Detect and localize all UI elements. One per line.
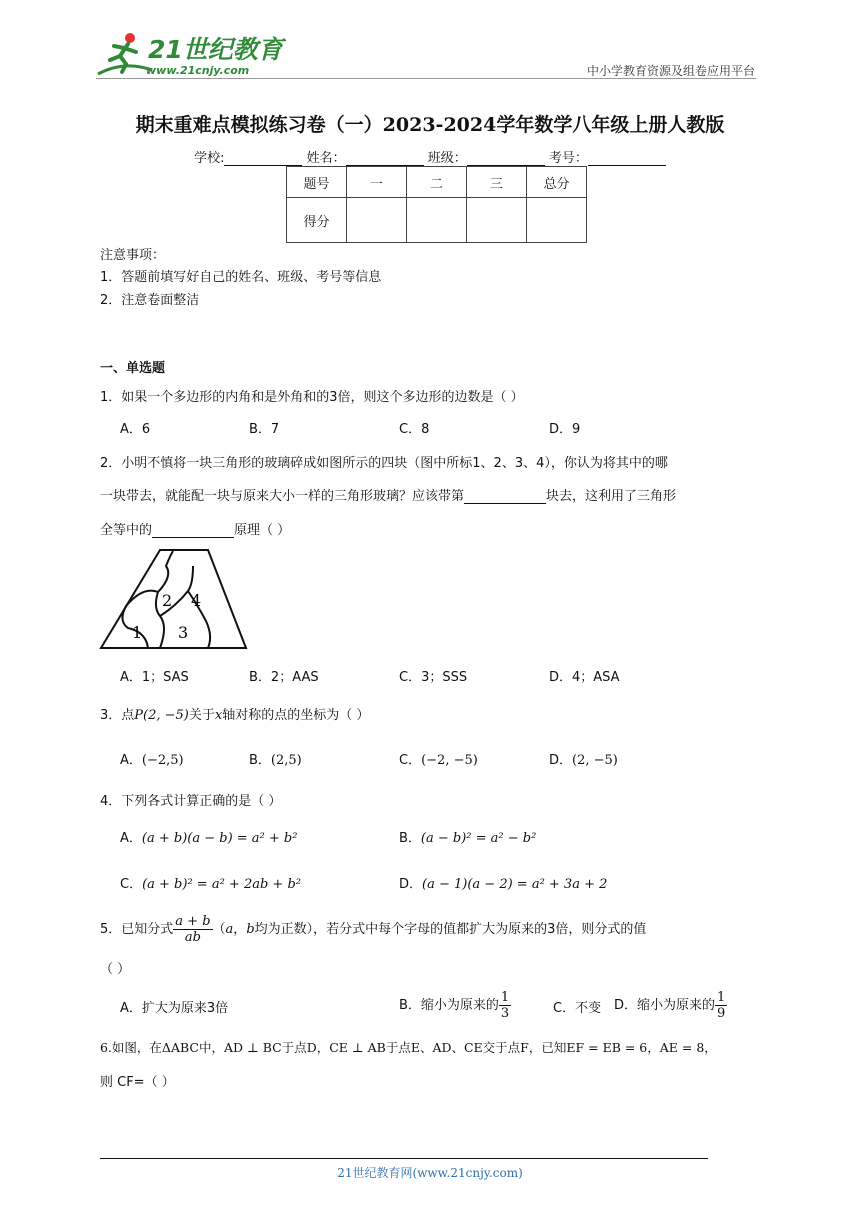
q2-blank-piece[interactable] (464, 489, 546, 504)
q3-post2: 轴对称的点的坐标为（ ） (222, 708, 370, 723)
q3-option-d[interactable] (549, 749, 618, 768)
score-cell[interactable] (527, 198, 587, 243)
q3-option-d-label: D． (549, 753, 573, 768)
score-label-cell: 得分 (287, 198, 347, 243)
q3-axis: x (214, 708, 223, 723)
q2-line1: 2．小明不慎将一块三角形的玻璃碎成如图所示的四块（图中所标1、2、3、4），你认为将其中的哪 (100, 456, 668, 471)
q3-point: P(2, −5) (134, 708, 189, 723)
q5-option-d[interactable] (614, 990, 727, 1021)
q5-var-b: b (246, 922, 255, 937)
q3-option-a-label: A． (120, 753, 142, 768)
q3-pre: 3．点 (100, 708, 135, 723)
q5-frac-den: ab (184, 930, 201, 945)
score-table (286, 166, 587, 243)
q4-option-b-expr: (a − b)² = a² − b² (420, 831, 537, 846)
q3-option-b[interactable] (249, 749, 302, 768)
name-blank[interactable] (346, 151, 424, 166)
class-blank[interactable] (467, 151, 545, 166)
q4-option-a-expr: (a + b)(a − b) = a² + b² (141, 831, 298, 846)
q5-option-d-fraction (715, 990, 727, 1021)
q5-var-a: a (225, 922, 234, 937)
q5-frac-num: a + b (175, 914, 211, 929)
note-item: 2．注意卷面整洁 (100, 293, 200, 308)
runner-logo-icon (94, 30, 154, 78)
q5-option-b-den: 3 (500, 1006, 510, 1021)
q4-option-c[interactable] (120, 873, 301, 892)
q5-option-b-text: B．缩小为原来的 (399, 998, 499, 1013)
q3-option-c-value: (−2, −5) (421, 753, 478, 768)
q5-option-c[interactable]: C．不变 (553, 1001, 602, 1016)
q4-option-a-label: A． (120, 831, 142, 846)
section-heading: 一、单选题 (100, 361, 166, 376)
q5-line2: （ ） (100, 962, 131, 977)
score-cell[interactable] (407, 198, 467, 243)
q5-fraction (173, 914, 212, 945)
q4-option-d[interactable] (399, 873, 607, 892)
school-blank[interactable] (224, 151, 302, 166)
q5-option-b[interactable] (399, 990, 511, 1021)
name-label: 姓名： (306, 151, 346, 166)
q3-option-c[interactable] (399, 749, 478, 768)
q3-stem (100, 704, 369, 723)
q6-line2: 则 CF=（ ） (100, 1075, 175, 1090)
student-info-row (0, 147, 860, 166)
q1-option-b[interactable]: B．7 (249, 422, 280, 437)
q3-option-a-value: (−2,5) (141, 753, 184, 768)
exam-no-blank[interactable] (588, 151, 666, 166)
header-divider (96, 78, 756, 79)
q1-stem: 1．如果一个多边形的内角和是外角和的3倍，则这个多边形的边数是（ ） (100, 390, 524, 405)
q4-stem: 4．下列各式计算正确的是（ ） (100, 794, 282, 809)
q5-option-d-num: 1 (717, 990, 726, 1005)
logo-url: www.21cnjy.com (146, 64, 250, 77)
q5-mid: （ (212, 922, 226, 937)
footer-divider (100, 1158, 708, 1159)
q2-option-a[interactable]: A．1；SAS (120, 670, 189, 685)
q4-option-b[interactable] (399, 827, 536, 846)
q5-option-b-num: 1 (500, 990, 510, 1005)
q2-line2a: 一块带去，就能配一块与原来大小一样的三角形玻璃？应该带第 (100, 489, 465, 504)
q4-option-c-label: C． (120, 877, 143, 892)
score-header-cell: 总分 (527, 167, 587, 198)
q3-option-a[interactable] (120, 749, 184, 768)
q5-option-d-text: D．缩小为原来的 (614, 998, 716, 1013)
q2-option-b[interactable]: B．2；AAS (249, 670, 319, 685)
logo-text: 21世纪教育 (148, 35, 283, 64)
q5-option-d-den: 9 (717, 1006, 726, 1021)
q2-line2 (100, 485, 676, 504)
score-header-cell: 题号 (287, 167, 347, 198)
q5-option-b-fraction (499, 990, 511, 1021)
q2-line2b: 块去，这利用了三角形 (546, 489, 677, 504)
q5-comma: ， (233, 922, 247, 937)
school-label: 学校: (194, 151, 225, 166)
q2-line3a: 全等中的 (100, 523, 153, 538)
q5-pre: 5．已知分式 (100, 922, 174, 937)
q5-stem (100, 914, 646, 945)
score-cell[interactable] (347, 198, 407, 243)
figure-label-3: 3 (178, 623, 189, 642)
q1-option-a[interactable]: A．6 (120, 422, 151, 437)
q4-option-d-label: D． (399, 877, 423, 892)
q5-option-a[interactable]: A．扩大为原来3倍 (120, 1001, 229, 1016)
q1-option-c[interactable]: C．8 (399, 422, 430, 437)
figure-label-1: 1 (132, 623, 143, 642)
q3-option-c-label: C． (399, 753, 422, 768)
q1-option-d[interactable]: D．9 (549, 422, 581, 437)
q2-blank-principle[interactable] (152, 523, 234, 538)
note-item: 1．答题前填写好自己的姓名、班级、考号等信息 (100, 270, 382, 285)
q4-option-a[interactable] (120, 827, 297, 846)
q2-line3 (100, 519, 290, 538)
q3-option-d-value: (2, −5) (572, 753, 618, 768)
q4-option-b-label: B． (399, 831, 421, 846)
q6-line1: 6.如图，在ΔABC中，AD ⊥ BC于点D，CE ⊥ AB于点E、AD、CE交于点F，已知EF = EB = 6，AE = 8， (100, 1040, 717, 1055)
q2-option-d[interactable]: D．4；ASA (549, 670, 620, 685)
figure-label-4: 4 (191, 591, 202, 610)
platform-label: 中小学教育资源及组卷应用平台 (586, 64, 755, 78)
q2-line3b: 原理（ ） (234, 523, 291, 538)
q5-post: 均为正数），若分式中每个字母的值都扩大为原来的3倍，则分式的值 (254, 922, 647, 937)
score-header-cell: 一 (347, 167, 407, 198)
score-header-cell: 三 (467, 167, 527, 198)
q4-option-c-expr: (a + b)² = a² + 2ab + b² (142, 877, 301, 892)
q3-post: 关于 (188, 708, 215, 723)
score-header-cell: 二 (407, 167, 467, 198)
figure-label-2: 2 (162, 591, 173, 610)
notes-heading: 注意事项： (100, 248, 166, 263)
q2-option-c[interactable]: C．3；SSS (399, 670, 468, 685)
broken-triangle-figure (98, 546, 250, 652)
exam-no-label: 考号： (548, 151, 588, 166)
q3-option-b-label: B． (249, 753, 271, 768)
footer-text[interactable]: 21世纪教育网(www.21cnjy.com) (337, 1166, 523, 1180)
score-cell[interactable] (467, 198, 527, 243)
q3-option-b-value: (2,5) (270, 753, 302, 768)
q4-option-d-expr: (a − 1)(a − 2) = a² + 3a + 2 (422, 877, 608, 892)
page-title: 期末重难点模拟练习卷（一）2023-2024学年数学八年级上册人教版 (135, 114, 725, 136)
class-label: 班级： (427, 151, 467, 166)
